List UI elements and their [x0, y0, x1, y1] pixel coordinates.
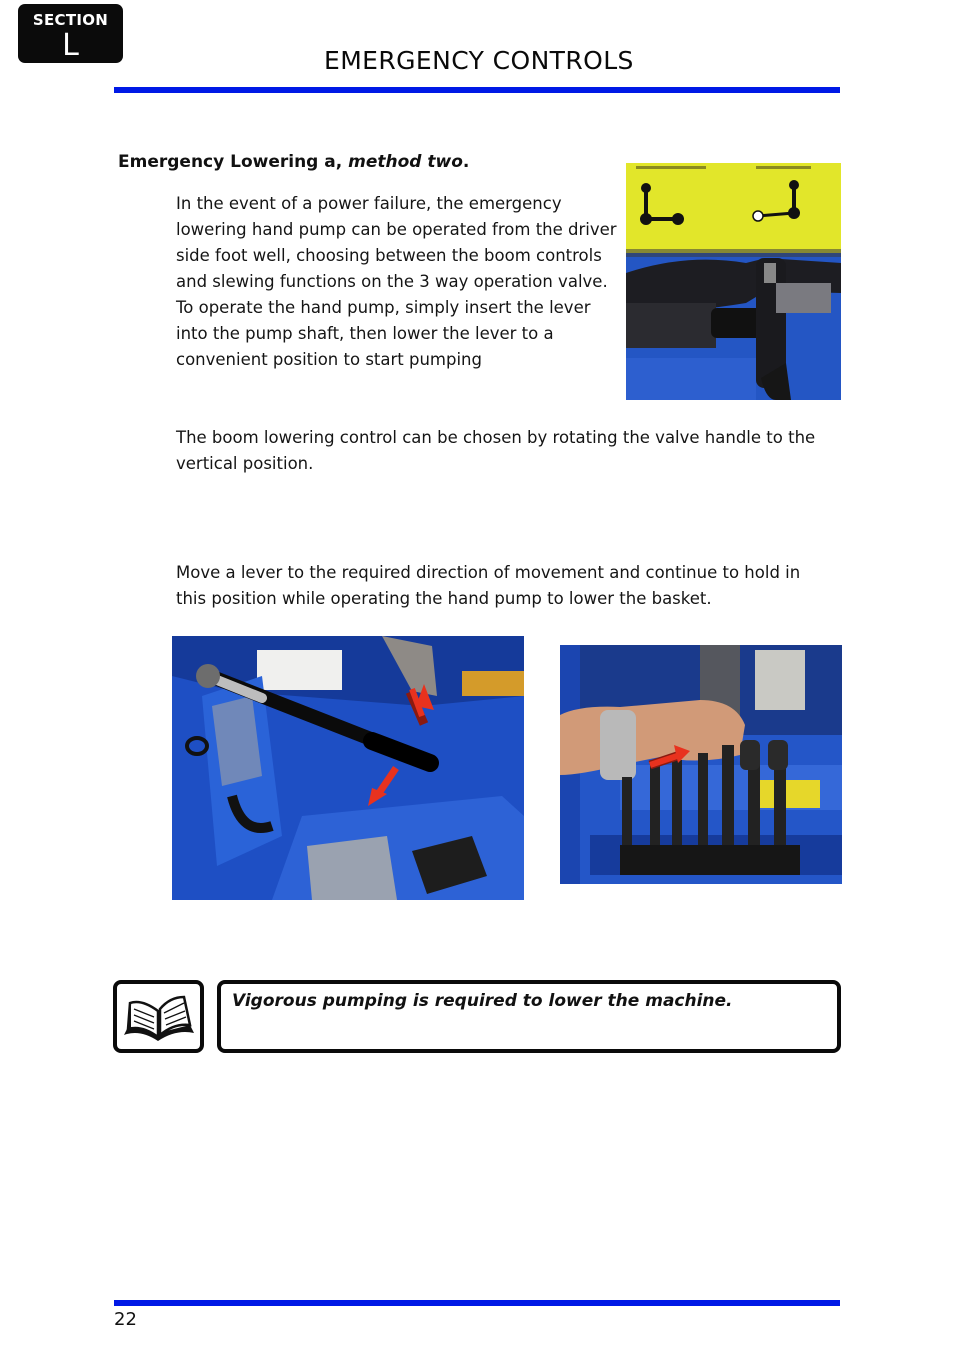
section-word: SECTION: [32, 11, 109, 29]
subheading: [118, 152, 469, 172]
control-levers-photo: [560, 645, 842, 884]
section-badge: [18, 4, 123, 63]
section-letter: L: [62, 28, 79, 63]
note-box: [217, 980, 841, 1053]
note-text: Vigorous pumping is required to lower the machine.: [232, 991, 733, 1011]
valve-photo: [626, 163, 841, 400]
header-rule: [114, 87, 840, 93]
footer-rule: [114, 1300, 840, 1306]
page-title: EMERGENCY CONTROLS: [324, 46, 634, 75]
subheading-prefix: Emergency Lowering a,: [118, 152, 349, 172]
open-book-icon: [120, 987, 197, 1046]
hand-pump-photo: [172, 636, 524, 900]
paragraph-power-failure: In the event of a power failure, the emergency lowering hand pump can be operated from the driver side foot well, choosing between the boom controls and slewing functions on the 3 way operation valve. To operate the hand pump, simply insert the lever into the pump shaft, then lower the lever to a convenient position to start pumping: [176, 194, 617, 369]
note-icon-box: [113, 980, 204, 1053]
subheading-method: method two: [348, 152, 463, 172]
page-number: 22: [114, 1309, 137, 1330]
paragraph-move-lever: Move a lever to the required direction of movement and continue to hold in this position while operating the hand pump to lower the basket.: [176, 563, 801, 608]
paragraph-boom-lowering: The boom lowering control can be chosen by rotating the valve handle to the vertical position.: [176, 428, 816, 473]
subheading-suffix: .: [462, 152, 470, 172]
